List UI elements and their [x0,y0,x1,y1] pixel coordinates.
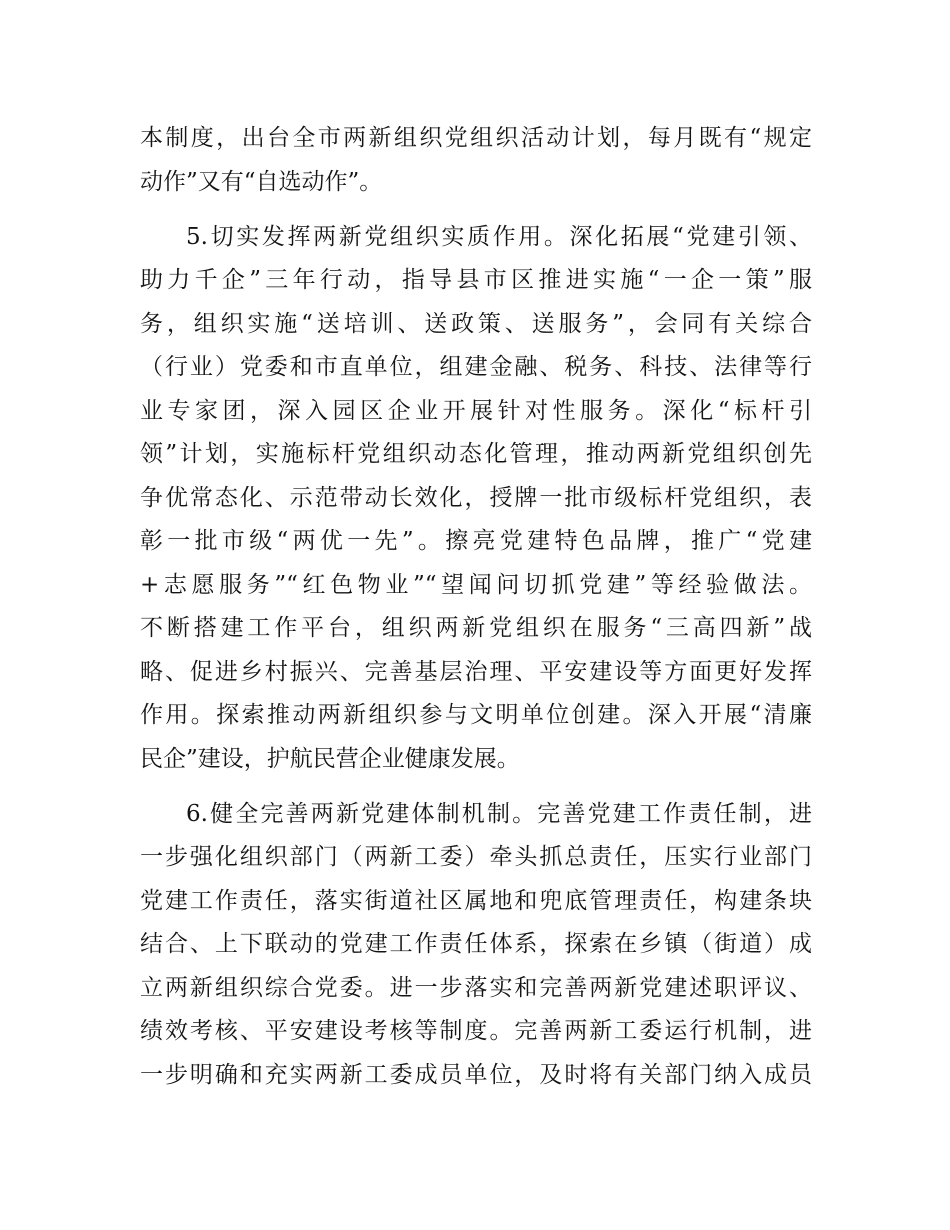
paragraph-3-line-4: 结合、上下联动的党建工作责任体系，探索在乡镇（街道）成 [140,931,812,957]
paragraph-2-line-5: 业专家团，深入园区企业开展针对性服务。深化“标杆引 [140,398,812,424]
paragraph-2-line-8: 彰一批市级“两优一先”。擦亮党建特色品牌，推广“党建 [140,528,812,554]
paragraph-1-line-2: 动作”又有“自选动作”。 [140,169,383,195]
paragraph-1-line-1: 本制度，出台全市两新组织党组织活动计划，每月既有“规定 [140,125,812,151]
paragraph-2-line-12: 作用。探索推动两新组织参与文明单位创建。深入开展“清廉 [140,702,812,728]
paragraph-3-line-3: 党建工作责任，落实街道社区属地和兜底管理责任，构建条块 [140,888,812,914]
paragraph-3-line-2: 一步强化组织部门（两新工委）牵头抓总责任，压实行业部门 [140,844,812,870]
paragraph-2-line-2: 助力千企”三年行动，指导县市区推进实施“一企一策”服 [140,267,812,293]
paragraph-2-line-13: 民企”建设，护航民营企业健康发展。 [140,746,520,772]
paragraph-2-line-9: +志愿服务”“红色物业”“望闻问切抓党建”等经验做法。 [140,572,812,598]
paragraph-2-line-4: （行业）党委和市直单位，组建金融、税务、科技、法律等行 [140,354,812,380]
paragraph-2-line-7: 争优常态化、示范带动长效化，授牌一批市级标杆党组织，表 [140,485,812,511]
paragraph-2-line-3: 务，组织实施“送培训、送政策、送服务”，会同有关综合 [140,311,812,337]
paragraph-3-line-6: 绩效考核、平安建设考核等制度。完善两新工委运行机制，进 [140,1018,812,1044]
paragraph-2-line-1: 5.切实发挥两新党组织实质作用。深化拓展“党建引领、 [186,224,812,250]
paragraph-3-line-5: 立两新组织综合党委。进一步落实和完善两新党建述职评议、 [140,975,812,1001]
paragraph-3-line-1: 6.健全完善两新党建体制机制。完善党建工作责任制，进 [186,801,812,827]
paragraph-2-line-10: 不断搭建工作平台，组织两新党组织在服务“三高四新”战 [140,615,812,641]
paragraph-2-line-6: 领”计划，实施标杆党组织动态化管理，推动两新党组织创先 [140,441,812,467]
paragraph-3-line-7: 一步明确和充实两新工委成员单位，及时将有关部门纳入成员 [140,1062,812,1088]
paragraph-2-line-11: 略、促进乡村振兴、完善基层治理、平安建设等方面更好发挥 [140,659,812,685]
